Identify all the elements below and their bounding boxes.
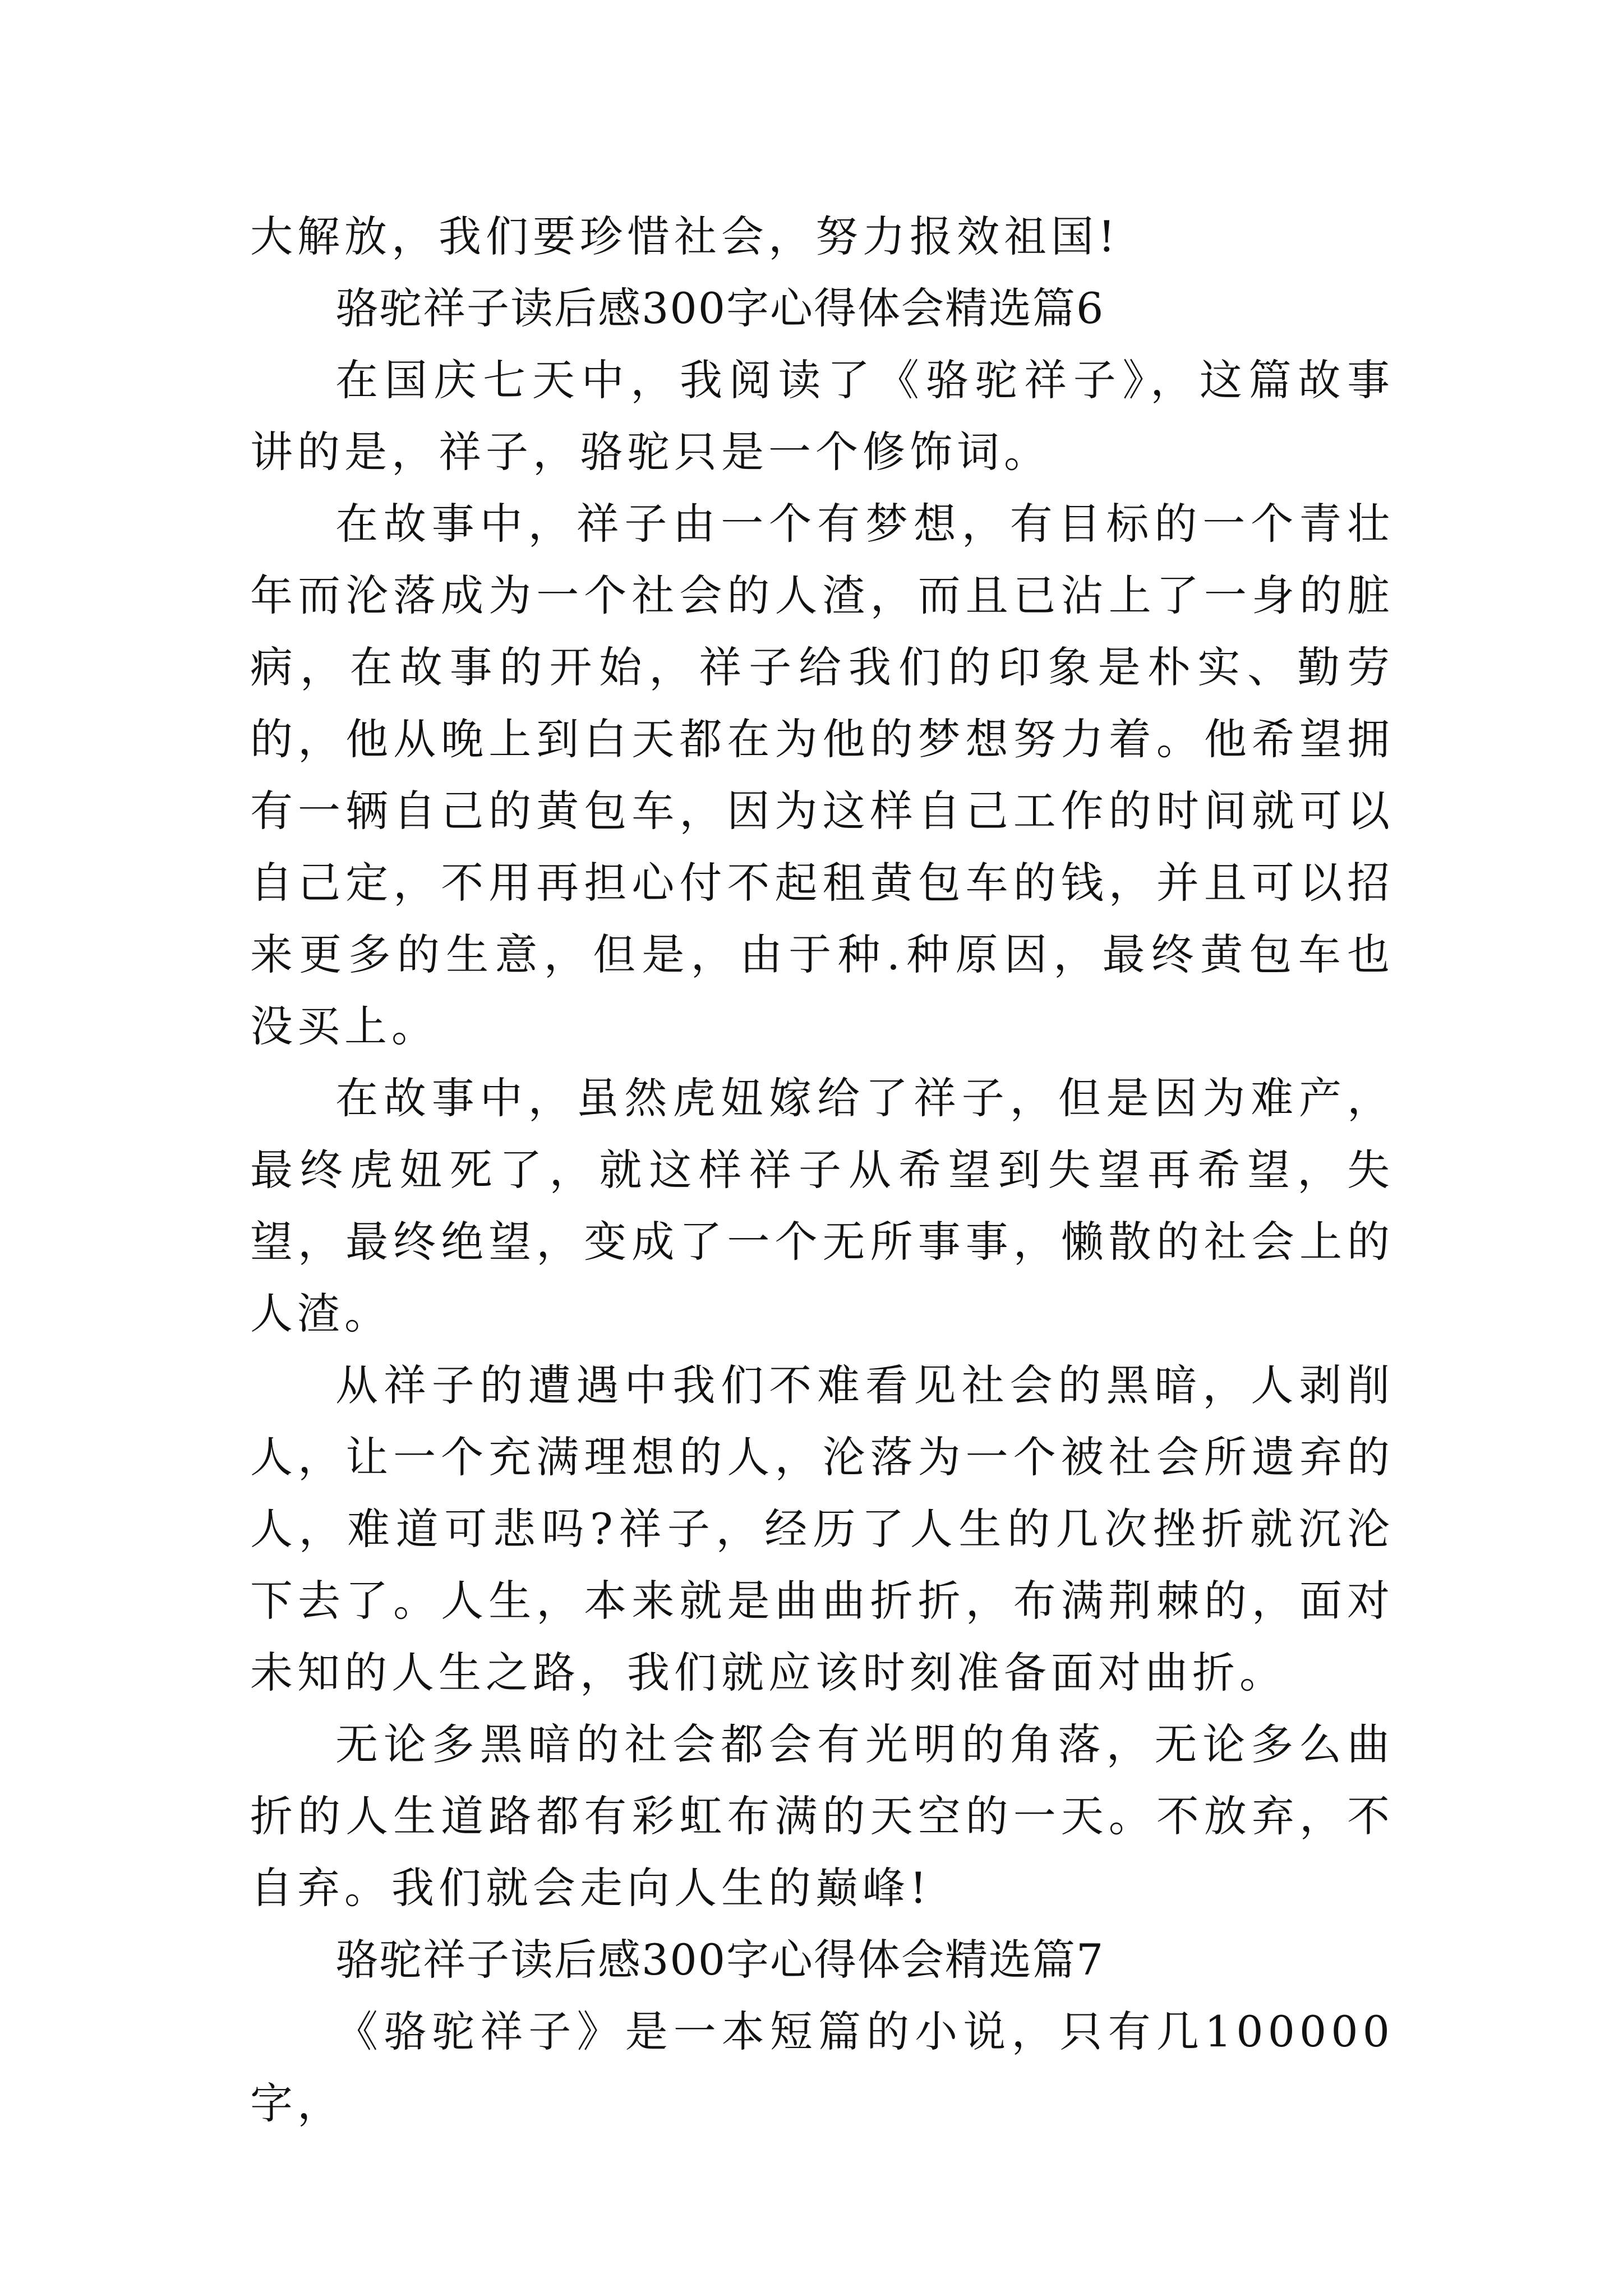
paragraph: 无论多黑暗的社会都会有光明的角落，无论多么曲折的人生道路都有彩虹布满的天空的一天。不放弃，不自弃。我们就会走向人生的巅峰! xyxy=(250,1719,1394,1913)
paragraph: 从祥子的遭遇中我们不难看见社会的黑暗，人剥削人，让一个充满理想的人，沦落为一个被社会所遗弃的人，难道可悲吗?祥子，经历了人生的几次挫折就沉沦下去了。人生，本来就是曲曲折折，布满荆棘的，面对未知的人生之路，我们就应该时刻准备面对曲折。 xyxy=(250,1360,1394,1697)
section-heading-7: 骆驼祥子读后感300字心得体会精选篇7 xyxy=(335,1935,1105,1985)
paragraph: 在故事中，虽然虎妞嫁给了祥子，但是因为难产，最终虎妞死了，就这样祥子从希望到失望再希望，失望，最终绝望，变成了一个无所事事，懒散的社会上的人渣。 xyxy=(250,1073,1394,1338)
paragraph: 在故事中，祥子由一个有梦想，有目标的一个青壮年而沦落成为一个社会的人渣，而且已沾上了一身的脏病，在故事的开始，祥子给我们的印象是朴实、勤劳的，他从晚上到白天都在为他的梦想努力着。他希望拥有一辆自己的黄包车，因为这样自己工作的时间就可以自己定，不用再担心付不起租黄包车的钱，并且可以招来更多的生意，但是，由于种.种原因，最终黄包车也没买上。 xyxy=(250,499,1394,1051)
paragraph-continued: 大解放，我们要珍惜社会，努力报效祖国! xyxy=(250,211,1120,261)
paragraph: 在国庆七天中，我阅读了《骆驼祥子》，这篇故事讲的是，祥子，骆驼只是一个修饰词。 xyxy=(250,355,1394,477)
document-body xyxy=(250,201,1394,2139)
paragraph: 《骆驼祥子》是一本短篇的小说，只有几100000字， xyxy=(250,2007,1394,2128)
section-heading-6: 骆驼祥子读后感300字心得体会精选篇6 xyxy=(335,283,1105,333)
